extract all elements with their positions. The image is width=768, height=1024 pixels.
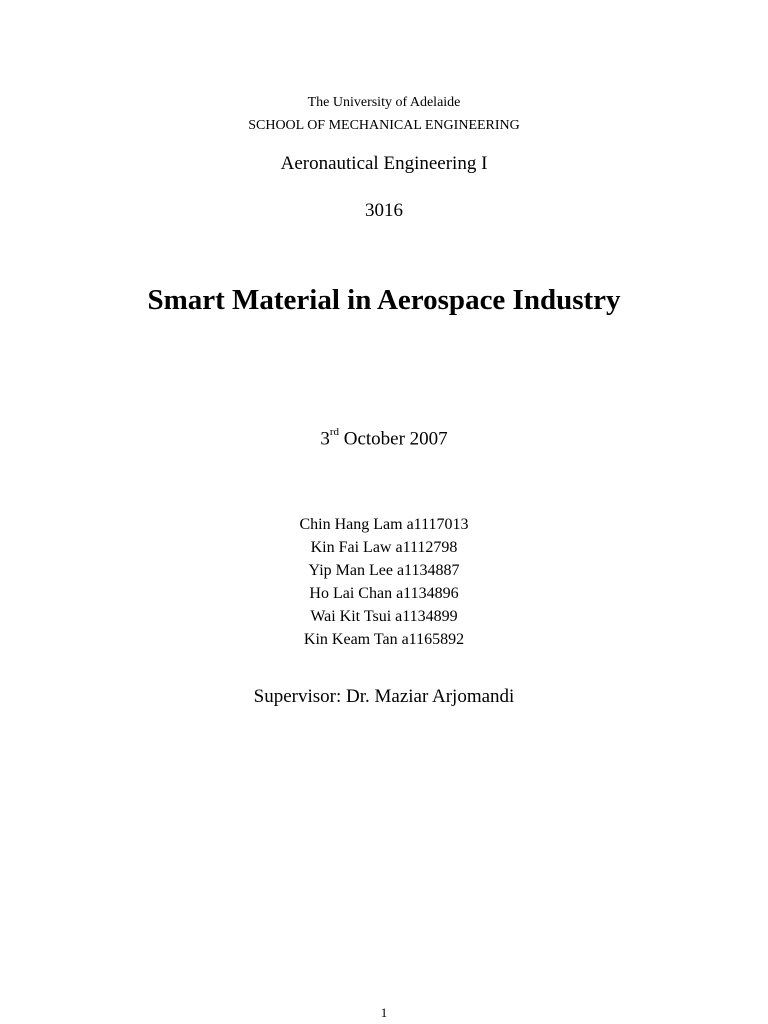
author-item: Yip Man Lee a1134887 xyxy=(308,562,460,579)
university-name: The University of Adelaide xyxy=(307,95,461,110)
date-day: 3 xyxy=(320,428,330,450)
author-item: Kin Fai Law a1112798 xyxy=(310,539,458,556)
supervisor-line: Supervisor: Dr. Maziar Arjomandi xyxy=(253,686,515,707)
author-item: Wai Kit Tsui a1134899 xyxy=(310,608,458,625)
author-item: Ho Lai Chan a1134896 xyxy=(309,585,459,602)
document-title: Smart Material in Aerospace Industry xyxy=(147,284,621,316)
course-code: 3016 xyxy=(365,200,403,221)
author-list xyxy=(0,513,768,651)
author-item: Chin Hang Lam a1117013 xyxy=(299,516,469,533)
page-number: 1 xyxy=(380,1005,388,1020)
author-item: Kin Keam Tan a1165892 xyxy=(303,631,465,648)
school-name: SCHOOL OF MECHANICAL ENGINEERING xyxy=(248,118,520,133)
course-name: Aeronautical Engineering I xyxy=(280,153,488,174)
date-day-suffix: rd xyxy=(329,426,339,438)
date-month-year: October 2007 xyxy=(338,428,448,450)
submission-date xyxy=(0,428,768,450)
